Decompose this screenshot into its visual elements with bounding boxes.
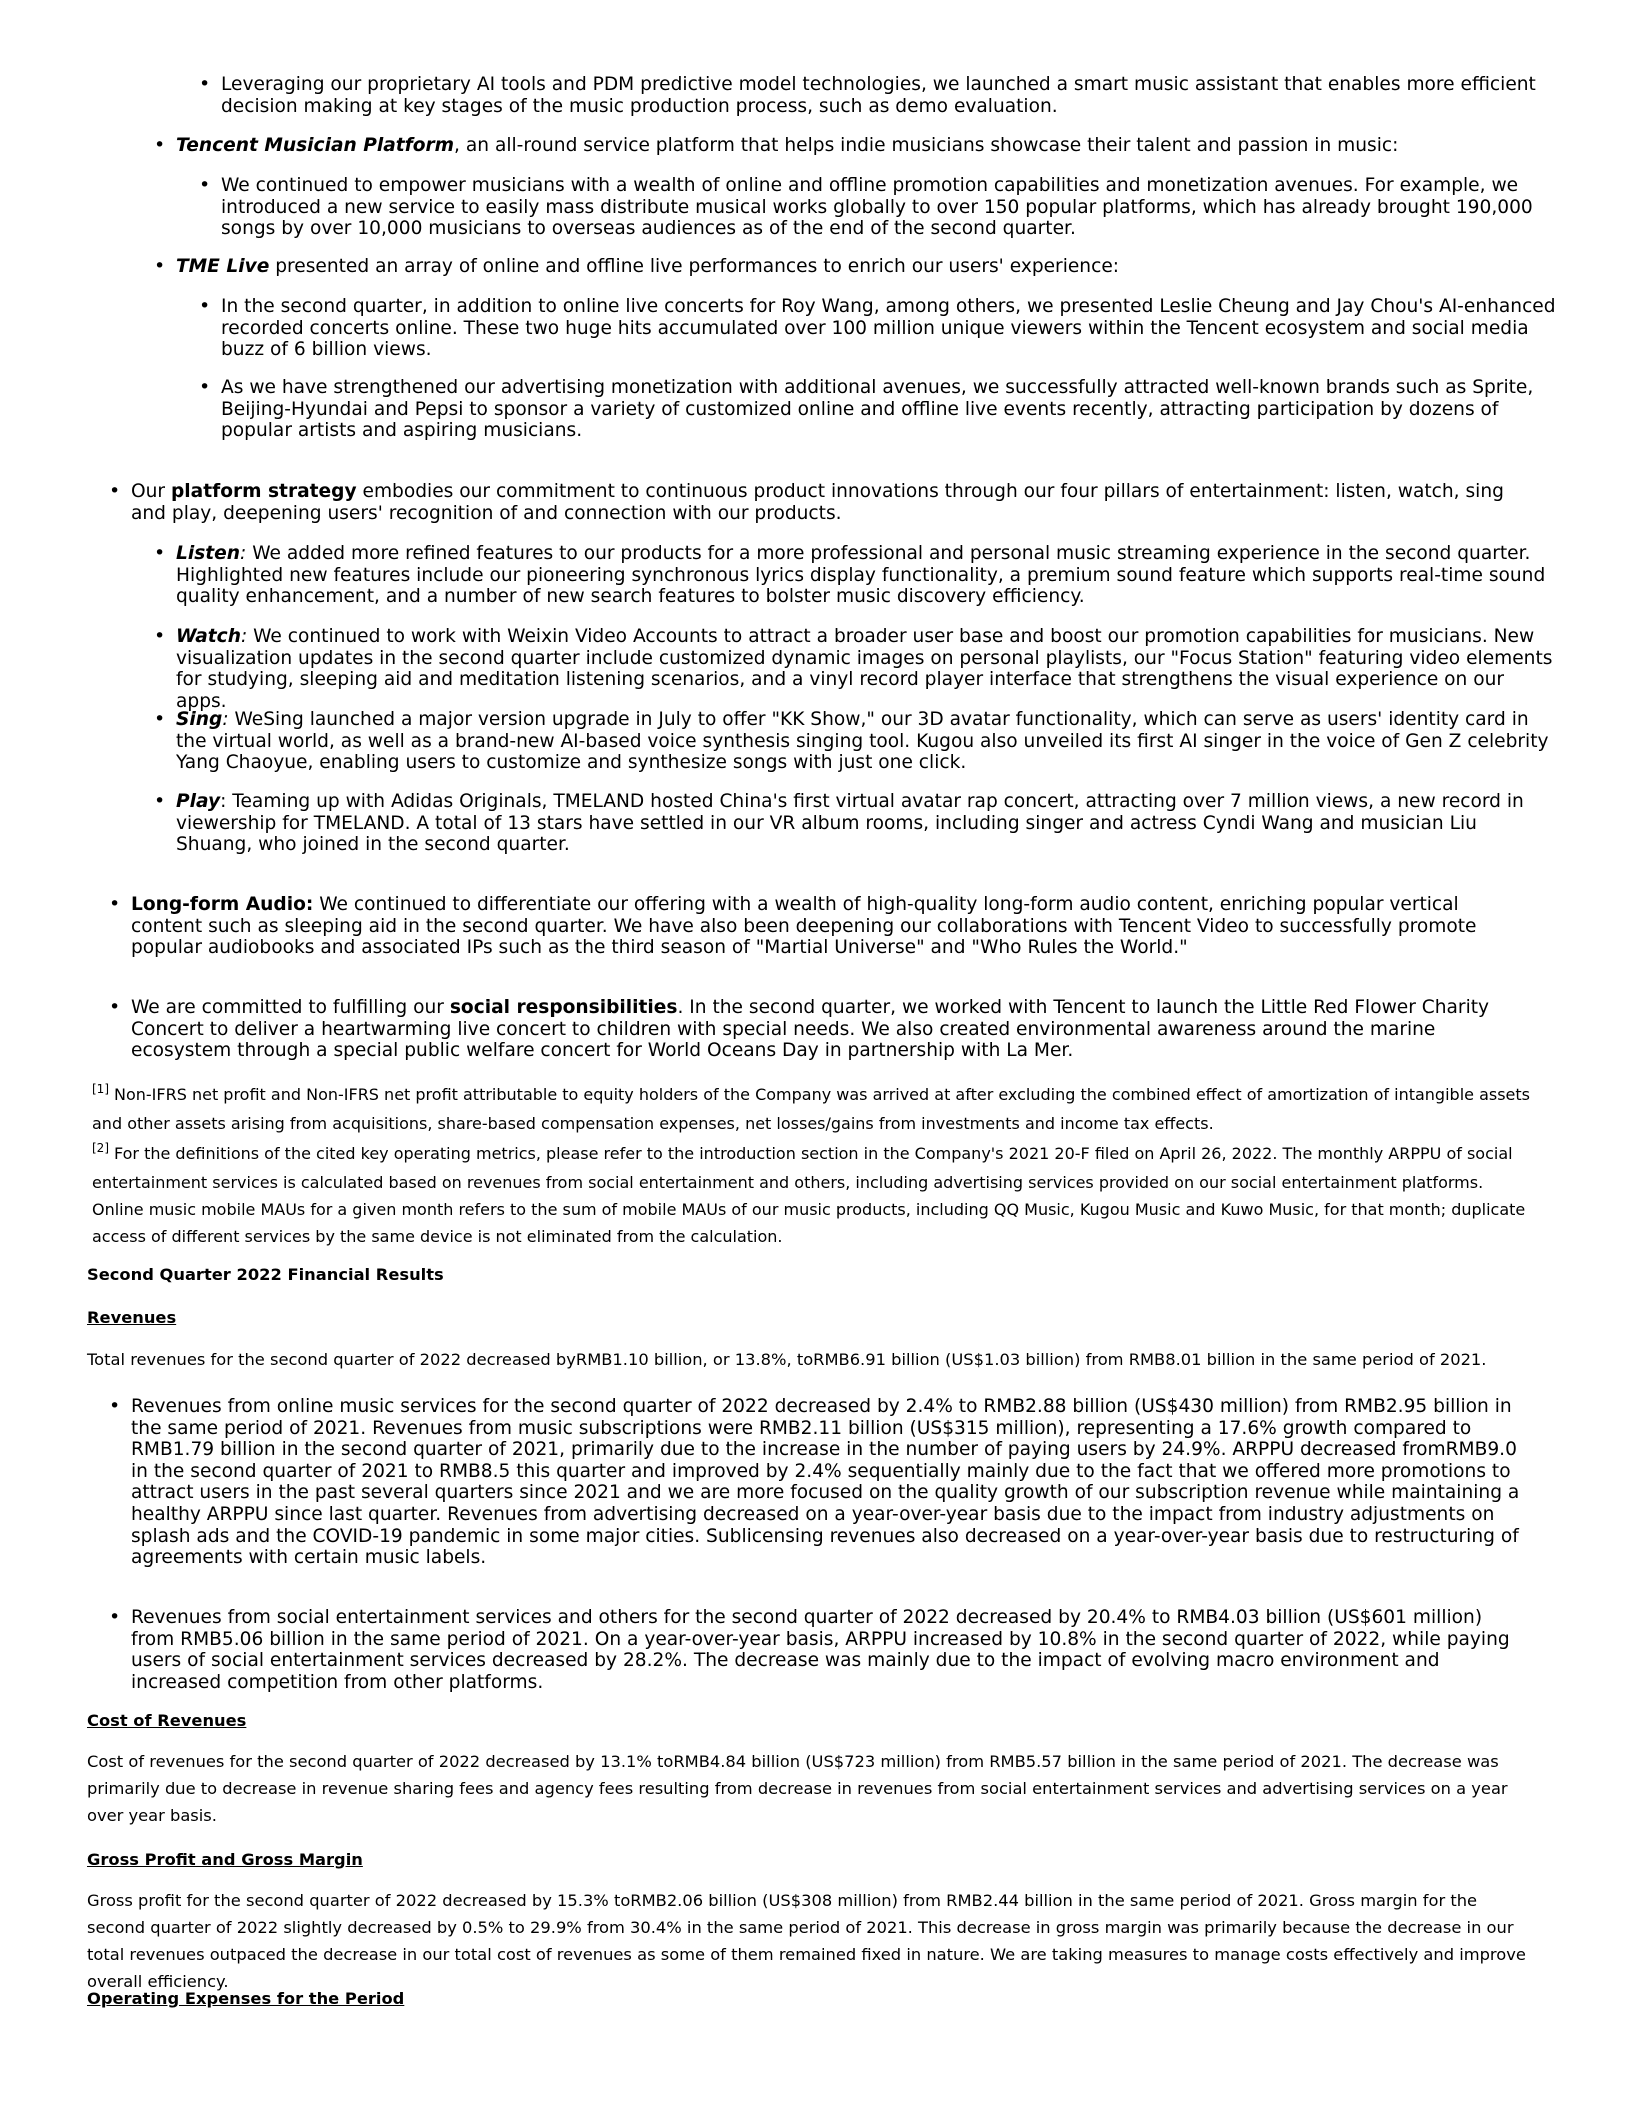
tmp-list	[0, 135, 1556, 157]
list-item-play: • Play: Teaming up with Adidas Originals, TMELAND hosted China's first virtual avatar rap concert, attracting over 7 million views, a new record in viewership for TMELAND. A total of 13 stars have settled in our VR album rooms, including singer and actress Cyndi Wang and musician Liu Shuang, who joined in the second quarter.	[176, 791, 1556, 856]
list-item-tme-live: • TME Live presented an array of online and offline live performances to enrich our users' experience:	[176, 256, 1556, 278]
list-item-watch: • Watch: We continued to work with Weixin Video Accounts to attract a broader user base and boost our promotion capabilities for musicians. New visualization updates in the second quarter include customized dynamic images on personal playlists, our "Focus Station" featuring video elements for studying, sleeping aid and meditation listening scenarios, and a vinyl record player interface that strengthens the visual experience on our apps.	[176, 626, 1556, 712]
list-item: • We continued to empower musicians with a wealth of online and offline promotion capabilities and monetization avenues. For example, we introduced a new service to easily mass distribute musical works globally to over 150 popular platforms, which has already brought 190,000 songs by over 10,000 musicians to overseas audiences as of the end of the second quarter.	[221, 175, 1556, 240]
footnote-2: [2] For the definitions of the cited key operating metrics, please refer to the introduction section in the Company's 2021 20-F filed on April 26, 2022. The monthly ARPPU of social entertainment services is calculated based on revenues from social entertainment and others, including advertising services provided on our social entertainment platforms. Online music mobile MAUs for a given month refers to the sum of mobile MAUs of our music products, including QQ Music, Kugou Music and Kuwo Music, for that month; duplicate access of different services by the same device is not eliminated from the calculation.	[92, 1141, 1526, 1246]
list-item: • As we have strengthened our advertising monetization with additional avenues, we successfully attracted well-known brands such as Sprite, Beijing-Hyundai and Pepsi to sponsor a variety of customized online and offline live events recently, attracting participation by dozens of popular artists and aspiring musicians.	[221, 377, 1556, 442]
list-item-sing: • Sing: WeSing launched a major version upgrade in July to offer "KK Show," our 3D avatar functionality, which can serve as users' identity card in the virtual world, as well as a brand-new AI-based voice synthesis singing tool. Kugou also unveiled its first AI singer in the voice of Gen Z celebrity Yang Chaoyue, enabling users to customize and synthesize songs with just one click.	[176, 709, 1556, 774]
footnote-1: [1] Non-IFRS net profit and Non-IFRS net profit attributable to equity holders of the Company was arrived at after excluding the combined effect of amortization of intangible assets and other assets arising from acquisitions, share-based compensation expenses, net losses/gains from investments and income tax effects.	[92, 1082, 1530, 1133]
tme-live-list	[0, 256, 1556, 278]
pillar-listen-list	[0, 543, 1556, 608]
tmp-sub-list	[0, 175, 1556, 240]
tme-live-name: TME Live	[176, 256, 270, 277]
ai-bullet-list	[0, 74, 1556, 117]
list-item-platform: • Our platform strategy embodies our commitment to continuous product innovations through our four pillars of entertainment: listen, watch, sing and play, deepening users' recognition of and connection with our products.	[131, 481, 1531, 524]
list-item-long-form: • Long-form Audio: We continued to differentiate our offering with a wealth of high-quality long-form audio content, enriching popular vertical content such as sleeping aid in the second quarter. We have also been deepening our collaborations with Tencent Video to successfully promote popular audiobooks and associated IPs such as the third season of "Martial Universe" and "Who Rules the World."	[131, 894, 1531, 959]
gross-text: Gross profit for the second quarter of 2022 decreased by 15.3% toRMB2.06 billion (US$308 million) from RMB2.44 billion in the same period of 2021. Gross margin for the second quarter of 2022 slightly decreased by 0.5% to 29.9% from 30.4% in the same period of 2021. This decrease in gross margin was primarily because the decrease in our total revenues outpaced the decrease in our total cost of revenues as some of them remained fixed in nature. We are taking measures to manage costs effectively and improve overall efficiency.	[87, 1891, 1526, 1991]
list-item-listen: • Listen: We added more refined features to our products for a more professional and personal music streaming experience in the second quarter. Highlighted new features include our pioneering synchronous lyrics display functionality, a premium sound feature which supports real-time sound quality enhancement, and a number of new search features to bolster music discovery efficiency.	[176, 543, 1556, 608]
pillar-play-list	[0, 791, 1556, 856]
pillar-sing-list	[0, 709, 1556, 774]
cost-text: Cost of revenues for the second quarter of 2022 decreased by 13.1% toRMB4.84 billion (US$723 million) from RMB5.57 billion in the same period of 2021. The decrease was primarily due to decrease in revenue sharing fees and agency fees resulting from decrease in revenues from social entertainment services and advertising services on a year over year basis.	[87, 1752, 1508, 1825]
tme-live-sub-list	[0, 296, 1556, 361]
total-revenues-text: Total revenues for the second quarter of 2022 decreased byRMB1.10 billion, or 13.8%, toRMB6.91 billion (US$1.03 billion) from RMB8.01 billion in the same period of 2021.	[87, 1350, 1487, 1369]
tmp-name: Tencent Musician Platform	[176, 135, 455, 156]
platform-list	[0, 481, 1531, 524]
pillar-watch-list	[0, 626, 1556, 712]
section-title: Second Quarter 2022 Financial Results	[87, 1265, 444, 1284]
list-item-social: • We are committed to fulfilling our social responsibilities. In the second quarter, we worked with Tencent to launch the Little Red Flower Charity Concert to deliver a heartwarming live concert to children with special needs. We also created environmental awareness around the marine ecosystem through a special public welfare concert for World Oceans Day in partnership with La Mer.	[131, 997, 1531, 1062]
list-item-social-ent: • Revenues from social entertainment services and others for the second quarter of 2022 decreased by 20.4% to RMB4.03 billion (US$601 million) from RMB5.06 billion in the same period of 2021. On a year-over-year basis, ARPPU increased by 10.8% in the second quarter of 2022, while paying users of social entertainment services decreased by 28.2%. The decrease was mainly due to the impact of evolving macro environment and increased competition from other platforms.	[131, 1607, 1531, 1693]
social-list	[0, 997, 1531, 1062]
list-item-online-music: • Revenues from online music services for the second quarter of 2022 decreased by 2.4% to RMB2.88 billion (US$430 million) from RMB2.95 billion in the same period of 2021. Revenues from music subscriptions were RMB2.11 billion (US$315 million), representing a 17.6% growth compared to RMB1.79 billion in the second quarter of 2021, primarily due to the increase in the number of paying users by 24.9%. ARPPU decreased fromRMB9.0 in the second quarter of 2021 to RMB8.5 this quarter and improved by 2.4% sequentially mainly due to the fact that we offered more promotions to attract users in the past several quarters since 2021 and we are more focused on the quality growth of our subscription revenue while maintaining a healthy ARPPU since last quarter. Revenues from advertising decreased on a year-over-year basis due to the impact from industry adjustments on splash ads and the COVID-19 pandemic in some major cities. Sublicensing revenues also decreased on a year-over-year basis due to restructuring of agreements with certain music labels.	[131, 1396, 1531, 1569]
list-item: • Leveraging our proprietary AI tools and PDM predictive model technologies, we launched a smart music assistant that enables more efficient decision making at key stages of the music production process, such as demo evaluation.	[221, 74, 1556, 117]
list-item: • In the second quarter, in addition to online live concerts for Roy Wang, among others, we presented Leslie Cheung and Jay Chou's AI-enhanced recorded concerts online. These two huge hits accumulated over 100 million unique viewers within the Tencent ecosystem and social media buzz of 6 billion views.	[221, 296, 1556, 361]
revenues-heading: Revenues	[87, 1308, 177, 1327]
long-form-list	[0, 894, 1531, 959]
tme-live-sub-list-2	[0, 377, 1556, 442]
opex-heading: Operating Expenses for the Period	[87, 1989, 405, 2008]
cost-heading: Cost of Revenues	[87, 1711, 247, 1730]
online-music-list	[0, 1396, 1531, 1569]
social-ent-list	[0, 1607, 1531, 1693]
gross-heading: Gross Profit and Gross Margin	[87, 1850, 363, 1869]
list-item-tmp: • Tencent Musician Platform, an all-round service platform that helps indie musicians showcase their talent and passion in music:	[176, 135, 1556, 157]
